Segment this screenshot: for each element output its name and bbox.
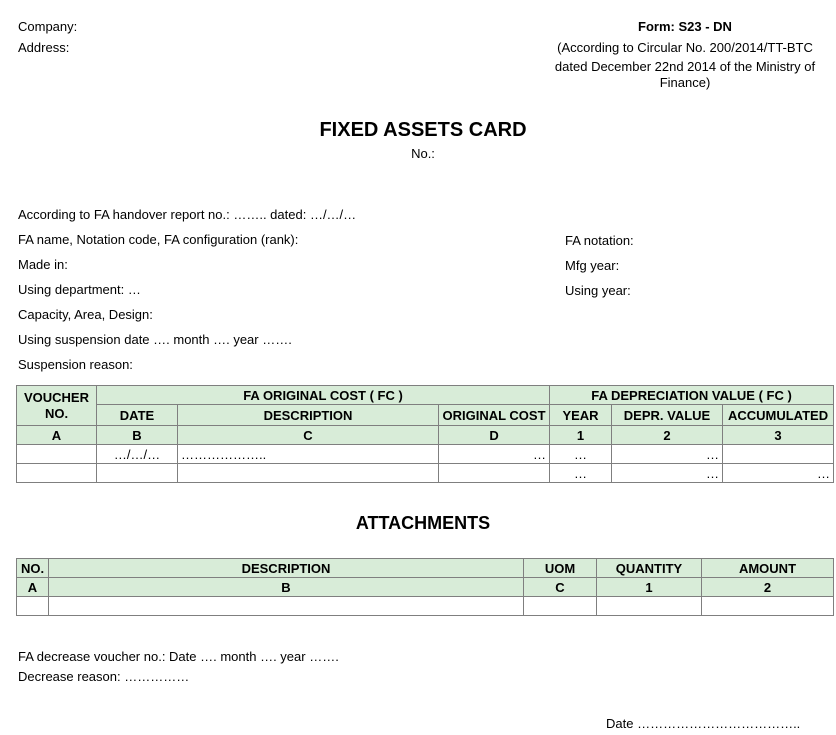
column-code: B bbox=[49, 578, 524, 597]
no-header: NO. bbox=[17, 559, 49, 578]
suspension-date-field: Using suspension date …. month …. year ……. bbox=[18, 332, 292, 347]
original-cost-header: ORIGINAL COST bbox=[439, 405, 550, 426]
original-cost-cell[interactable]: … bbox=[439, 445, 550, 464]
voucher-no-cell[interactable] bbox=[17, 464, 97, 483]
column-code: A bbox=[17, 578, 49, 597]
decrease-voucher-field: FA decrease voucher no.: Date …. month …. year ……. bbox=[18, 649, 339, 664]
original-cost-cell[interactable] bbox=[439, 464, 550, 483]
column-code: C bbox=[178, 426, 439, 445]
capacity-field: Capacity, Area, Design: bbox=[18, 307, 153, 322]
amount-header: AMOUNT bbox=[702, 559, 834, 578]
voucher-no-cell[interactable] bbox=[17, 445, 97, 464]
table-header-row bbox=[17, 405, 834, 426]
circular-line-1: (According to Circular No. 200/2014/TT-BTC bbox=[557, 40, 813, 55]
address-label: Address: bbox=[18, 40, 70, 55]
voucher-no-header: VOUCHER NO. bbox=[17, 386, 97, 426]
column-code: 3 bbox=[723, 426, 834, 445]
made-in-field: Made in: bbox=[18, 257, 68, 272]
accumulated-header: ACCUMULATED bbox=[723, 405, 834, 426]
year-header: YEAR bbox=[550, 405, 612, 426]
accumulated-cell[interactable]: … bbox=[723, 464, 834, 483]
no-cell[interactable] bbox=[17, 597, 49, 616]
table-row bbox=[17, 597, 834, 616]
company-label: Company: bbox=[18, 19, 78, 34]
column-code-row bbox=[17, 578, 834, 597]
card-number-label: No.: bbox=[411, 146, 435, 161]
date-line: Date ……………………………….. bbox=[606, 716, 801, 731]
uom-header: UOM bbox=[524, 559, 597, 578]
quantity-cell[interactable] bbox=[597, 597, 702, 616]
column-code: 2 bbox=[702, 578, 834, 597]
uom-cell[interactable] bbox=[524, 597, 597, 616]
fa-name-field: FA name, Notation code, FA configuration (rank): bbox=[18, 232, 299, 247]
fa-notation-field: FA notation: bbox=[565, 233, 634, 248]
description-cell[interactable] bbox=[49, 597, 524, 616]
column-code: A bbox=[17, 426, 97, 445]
form-code: Form: S23 - DN bbox=[638, 19, 732, 34]
quantity-header: QUANTITY bbox=[597, 559, 702, 578]
column-code: D bbox=[439, 426, 550, 445]
depr-value-cell[interactable]: … bbox=[612, 445, 723, 464]
using-year-field: Using year: bbox=[565, 283, 631, 298]
description-header: DESCRIPTION bbox=[49, 559, 524, 578]
table-header-row bbox=[17, 386, 834, 405]
date-header: DATE bbox=[97, 405, 178, 426]
column-code: 1 bbox=[597, 578, 702, 597]
column-code: 1 bbox=[550, 426, 612, 445]
year-cell[interactable]: … bbox=[550, 464, 612, 483]
column-code: C bbox=[524, 578, 597, 597]
year-cell[interactable]: … bbox=[550, 445, 612, 464]
original-cost-group-header: FA ORIGINAL COST ( FC ) bbox=[97, 386, 550, 405]
mfg-year-field: Mfg year: bbox=[565, 258, 620, 273]
using-department-field: Using department: … bbox=[18, 282, 141, 297]
depr-value-header: DEPR. VALUE bbox=[612, 405, 723, 426]
attachments-table bbox=[16, 558, 834, 616]
depreciation-group-header: FA DEPRECIATION VALUE ( FC ) bbox=[550, 386, 834, 405]
amount-cell[interactable] bbox=[702, 597, 834, 616]
decrease-reason-field: Decrease reason: …………… bbox=[18, 669, 190, 684]
column-code-row bbox=[17, 426, 834, 445]
table-header-row bbox=[17, 559, 834, 578]
description-header: DESCRIPTION bbox=[178, 405, 439, 426]
handover-field: According to FA handover report no.: …….. dated: …/…/… bbox=[18, 207, 357, 222]
column-code: 2 bbox=[612, 426, 723, 445]
description-cell[interactable] bbox=[178, 464, 439, 483]
table-row bbox=[17, 464, 834, 483]
attachments-title: ATTACHMENTS bbox=[355, 513, 491, 533]
page-title: FIXED ASSETS CARD bbox=[319, 119, 527, 141]
description-cell[interactable]: ……………….. bbox=[178, 445, 439, 464]
circular-line-3: Finance) bbox=[659, 75, 711, 90]
accumulated-cell[interactable] bbox=[723, 445, 834, 464]
table-row bbox=[17, 445, 834, 464]
fixed-assets-table bbox=[16, 385, 834, 483]
suspension-reason-field: Suspension reason: bbox=[18, 357, 133, 372]
column-code: B bbox=[97, 426, 178, 445]
circular-line-2: dated December 22nd 2014 of the Ministry of bbox=[554, 59, 816, 74]
date-cell[interactable]: …/…/… bbox=[97, 445, 178, 464]
date-cell[interactable] bbox=[97, 464, 178, 483]
depr-value-cell[interactable]: … bbox=[612, 464, 723, 483]
